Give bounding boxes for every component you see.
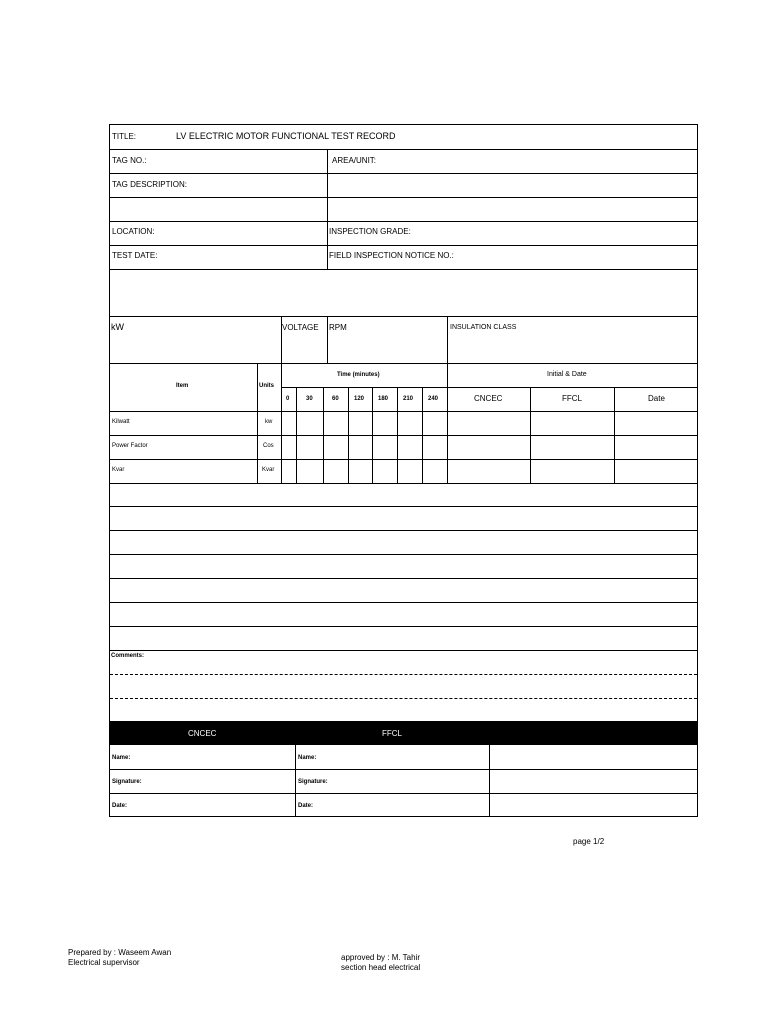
ffcl-name-label: Name:	[298, 755, 317, 761]
title-label: TITLE:	[112, 132, 137, 141]
location-label: LOCATION:	[112, 227, 155, 236]
cncec-date-label: Date:	[112, 803, 128, 809]
row-unit-kw: kw	[265, 419, 273, 425]
time-col-120: 120	[354, 396, 365, 402]
signature-ffcl-label: FFCL	[382, 729, 402, 738]
signature-header-band	[110, 721, 697, 745]
rpm-label: RPM	[329, 323, 347, 332]
row-item-power-factor: Power Factor	[112, 443, 148, 449]
row-unit-kvar: Kvar	[262, 467, 275, 473]
cncec-name-label: Name:	[112, 755, 131, 761]
units-header: Units	[259, 383, 274, 389]
area-unit-label: AREA/UNIT:	[332, 156, 377, 165]
ffcl-date-label: Date:	[298, 803, 314, 809]
time-col-0: 0	[286, 396, 290, 402]
signoff-col-ffcl: FFCL	[562, 394, 582, 403]
field-inspection-notice-label: FIELD INSPECTION NOTICE NO.:	[329, 251, 454, 260]
prepared-role: Electrical supervisor	[68, 958, 140, 967]
time-col-180: 180	[378, 396, 389, 402]
comments-label: Comments:	[111, 653, 145, 659]
prepared-by: Prepared by : Waseem Awan	[68, 948, 172, 957]
tag-description-label: TAG DESCRIPTION:	[112, 180, 187, 189]
test-date-label: TEST DATE:	[112, 251, 158, 260]
test-record-form	[109, 124, 698, 817]
kw-label: kW	[111, 322, 124, 332]
approved-role: section head electrical	[341, 963, 421, 972]
cncec-signature-label: Signature:	[112, 779, 142, 785]
time-col-240: 240	[428, 396, 439, 402]
insulation-class-label: INSULATION CLASS	[450, 324, 517, 331]
row-unit-cos: Cos	[263, 443, 274, 449]
item-header: Item	[176, 383, 189, 389]
voltage-label: VOLTAGE	[282, 323, 319, 332]
initial-date-header: Initial & Date	[547, 371, 587, 378]
approved-by: approved by : M. Tahir	[341, 953, 421, 962]
row-item-kilwatt: Kilwatt	[112, 419, 130, 425]
row-item-kvar: Kvar	[112, 467, 125, 473]
signoff-col-date: Date	[648, 394, 665, 403]
tag-no-label: TAG NO.:	[112, 156, 147, 165]
time-col-60: 60	[332, 396, 339, 402]
signoff-col-cncec: CNCEC	[474, 394, 503, 403]
time-header: Time (minutes)	[337, 372, 380, 378]
page-number: page 1/2	[573, 837, 605, 846]
time-col-30: 30	[306, 396, 313, 402]
inspection-grade-label: INSPECTION GRADE:	[329, 227, 411, 236]
form-title: LV ELECTRIC MOTOR FUNCTIONAL TEST RECORD	[176, 131, 396, 141]
signature-cncec-label: CNCEC	[188, 729, 217, 738]
time-col-210: 210	[403, 396, 414, 402]
ffcl-signature-label: Signature:	[298, 779, 328, 785]
